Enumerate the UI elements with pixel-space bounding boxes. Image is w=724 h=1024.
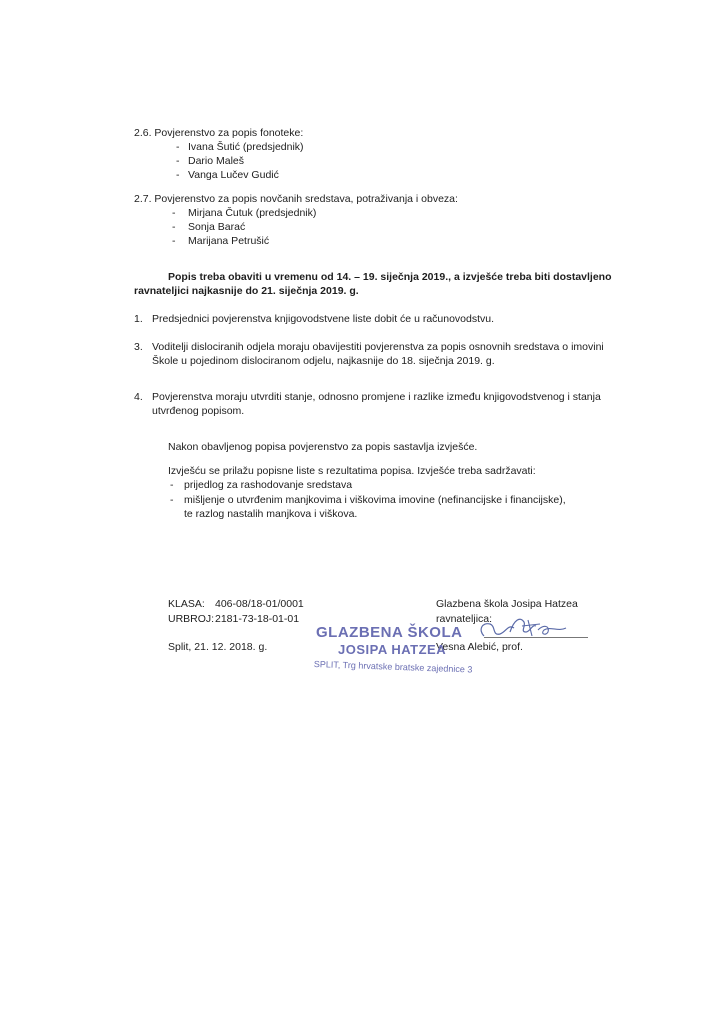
member-2-7-1: Mirjana Čutuk (predsjednik) bbox=[188, 207, 317, 219]
stamp-line-3: SPLIT, Trg hrvatske bratske zajednice 3 bbox=[313, 659, 473, 675]
report-paragraph: Nakon obavljenog popisa povjerenstvo za popis sastavlja izvješće. bbox=[168, 441, 478, 453]
item-1-number: 1. bbox=[134, 313, 143, 325]
bullet-dash: - bbox=[172, 221, 176, 233]
item-4-number: 4. bbox=[134, 391, 143, 403]
bullet-dash: - bbox=[172, 235, 176, 247]
bullet-dash: - bbox=[176, 169, 180, 181]
item-1-text: Predsjednici povjerenstva knjigovodstvene liste dobit će u računovodstvu. bbox=[152, 313, 495, 325]
bullet-dash: - bbox=[170, 494, 174, 506]
place-date: Split, 21. 12. 2018. g. bbox=[168, 641, 268, 653]
attachment-item-2: mišljenje o utvrđenim manjkovima i viškovima imovine (nefinancijske i financijske), bbox=[184, 494, 566, 506]
member-2-6-2: Dario Maleš bbox=[188, 155, 245, 167]
member-2-7-2: Sonja Barać bbox=[188, 221, 246, 233]
section-2-7-heading: 2.7. Povjerenstvo za popis novčanih sredstava, potraživanja i obveza: bbox=[134, 193, 458, 205]
notice-line-2: ravnateljici najkasnije do 21. siječnja 2019. g. bbox=[134, 285, 359, 297]
attachment-paragraph: Izvješću se prilažu popisne liste s rezultatima popisa. Izvješće treba sadržavati: bbox=[168, 465, 536, 477]
urbroj-value: 2181-73-18-01-01 bbox=[215, 613, 300, 625]
urbroj-label: URBROJ: bbox=[168, 613, 215, 625]
signatory-name: Vesna Alebić, prof. bbox=[436, 641, 523, 653]
attachment-continuation: te razlog nastalih manjkova i viškova. bbox=[184, 508, 358, 520]
member-2-7-3: Marijana Petrušić bbox=[188, 235, 270, 247]
signatory-role: ravnateljica: bbox=[436, 613, 493, 625]
school-name: Glazbena škola Josipa Hatzea bbox=[436, 598, 578, 610]
item-3-line-1: Voditelji dislociranih odjela moraju obavijestiti povjerenstva za popis osnovnih sredstava o imovini bbox=[152, 341, 604, 353]
klasa-value: 406-08/18-01/0001 bbox=[215, 598, 304, 610]
member-2-6-3: Vanga Lučev Gudić bbox=[188, 169, 279, 181]
notice-line-1: Popis treba obaviti u vremenu od 14. – 19. siječnja 2019., a izvješće treba biti dostavljeno bbox=[168, 271, 612, 283]
klasa-label: KLASA: bbox=[168, 598, 205, 610]
bullet-dash: - bbox=[170, 479, 174, 491]
bullet-dash: - bbox=[176, 155, 180, 167]
attachment-item-1: prijedlog za rashodovanje sredstava bbox=[184, 479, 353, 491]
stamp-line-1: GLAZBENA ŠKOLA bbox=[316, 624, 463, 641]
section-2-6-heading: 2.6. Povjerenstvo za popis fonoteke: bbox=[134, 127, 304, 139]
signature-scribble bbox=[470, 610, 590, 644]
bullet-dash: - bbox=[176, 141, 180, 153]
item-4-line-1: Povjerenstva moraju utvrditi stanje, odnosno promjene i razlike između knjigovodstvenog i stanja bbox=[152, 391, 601, 403]
item-3-line-2: Škole u pojedinom dislociranom odjelu, najkasnije do 18. siječnja 2019. g. bbox=[152, 355, 495, 367]
stamp-line-2: JOSIPA HATZEA bbox=[338, 642, 447, 657]
item-3-number: 3. bbox=[134, 341, 143, 353]
bullet-dash: - bbox=[172, 207, 176, 219]
item-4-line-2: utvrđenog popisom. bbox=[152, 405, 245, 417]
member-2-6-1: Ivana Šutić (predsjednik) bbox=[188, 141, 304, 153]
